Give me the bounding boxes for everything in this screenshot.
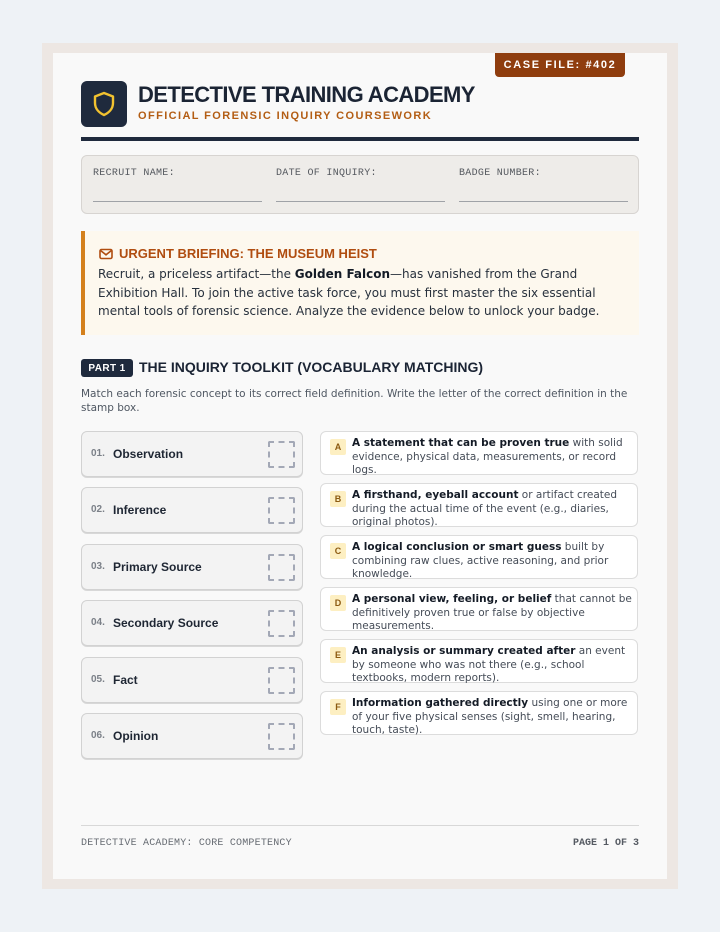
term-name: Primary Source bbox=[113, 560, 202, 574]
date-of-inquiry-line[interactable] bbox=[276, 201, 445, 202]
definition-key-phrase: A logical conclusion or smart guess bbox=[352, 541, 562, 553]
badge-number-field[interactable] bbox=[459, 156, 628, 213]
definition-text bbox=[352, 541, 634, 582]
envelope-icon bbox=[99, 248, 113, 260]
term-name: Opinion bbox=[113, 729, 159, 743]
definition-letter: F bbox=[330, 699, 346, 715]
answer-stamp-box[interactable] bbox=[268, 441, 295, 468]
date-of-inquiry-field[interactable] bbox=[276, 156, 445, 213]
briefing-text bbox=[98, 265, 628, 321]
term-card bbox=[81, 600, 303, 646]
definition-letter: D bbox=[330, 595, 346, 611]
term-card bbox=[81, 713, 303, 759]
briefing-highlight: Golden Falcon bbox=[294, 267, 391, 281]
definition-detail: built by combining raw clues, active reasoning, and prior knowledge. bbox=[352, 541, 609, 580]
definition-letter: E bbox=[330, 647, 346, 663]
term-card bbox=[81, 487, 303, 533]
definition-detail: using one or more of your five physical senses (sight, smell, hearing, touch, taste). bbox=[352, 697, 628, 736]
term-card bbox=[81, 544, 303, 590]
briefing-text-part-2: —has vanished from the Grand Exhibition Hall. To join the active task force, you must first master the six essential mental tools of forensic science. Analyze the evidence below to unlock your badge. bbox=[98, 267, 600, 318]
definition-card bbox=[320, 639, 638, 683]
definition-text bbox=[352, 697, 634, 738]
definition-detail: with solid evidence, physical data, measurements, or record logs. bbox=[352, 437, 623, 476]
definition-text bbox=[352, 437, 634, 478]
answer-stamp-box[interactable] bbox=[268, 667, 295, 694]
definition-key-phrase: Information gathered directly bbox=[352, 697, 529, 709]
term-number: 05. bbox=[91, 674, 105, 685]
definition-detail: that cannot be definitively proven true or false by objective measurements. bbox=[352, 593, 632, 632]
academy-logo bbox=[81, 81, 127, 127]
footer-divider bbox=[81, 825, 639, 826]
definition-detail: or artifact created during the actual time of the event (e.g., diaries, original photos). bbox=[352, 489, 618, 528]
recruit-name-line[interactable] bbox=[93, 201, 262, 202]
footer-caption: DETECTIVE ACADEMY: CORE COMPETENCY bbox=[81, 838, 292, 849]
badge-number-line[interactable] bbox=[459, 201, 628, 202]
term-name: Observation bbox=[113, 447, 184, 461]
answer-stamp-box[interactable] bbox=[268, 497, 295, 524]
definition-letter: B bbox=[330, 491, 346, 507]
part-badge: PART 1 bbox=[81, 359, 133, 377]
recruit-info-panel bbox=[81, 155, 639, 214]
badge-number-label: BADGE NUMBER: bbox=[459, 168, 541, 179]
definition-key-phrase: A statement that can be proven true bbox=[352, 437, 570, 449]
section-title: THE INQUIRY TOOLKIT (VOCABULARY MATCHING) bbox=[139, 359, 484, 375]
term-number: 06. bbox=[91, 730, 105, 741]
page-title: DETECTIVE TRAINING ACADEMY bbox=[138, 82, 475, 107]
definition-card bbox=[320, 483, 638, 527]
case-file-tab: CASE FILE: #402 bbox=[495, 53, 625, 77]
definition-key-phrase: A personal view, feeling, or belief bbox=[352, 593, 552, 605]
definition-card bbox=[320, 535, 638, 579]
definition-text bbox=[352, 645, 634, 686]
page-subtitle: OFFICIAL FORENSIC INQUIRY COURSEWORK bbox=[138, 110, 433, 122]
page-number: PAGE 1 OF 3 bbox=[572, 838, 639, 849]
definition-key-phrase: An analysis or summary created after bbox=[352, 645, 576, 657]
definition-key-phrase: A firsthand, eyeball account bbox=[352, 489, 519, 501]
definition-card bbox=[320, 587, 638, 631]
section-instructions: Match each forensic concept to its correct field definition. Write the letter of the correct definition in the stamp box. bbox=[81, 388, 628, 414]
term-number: 03. bbox=[91, 561, 105, 572]
definition-text bbox=[352, 593, 634, 634]
briefing-title: URGENT BRIEFING: THE MUSEUM HEIST bbox=[119, 246, 377, 261]
definition-text bbox=[352, 489, 634, 530]
definition-letter: A bbox=[330, 439, 346, 455]
definition-letter: C bbox=[330, 543, 346, 559]
definition-card bbox=[320, 431, 638, 475]
urgent-briefing bbox=[81, 231, 639, 335]
term-card bbox=[81, 657, 303, 703]
date-of-inquiry-label: DATE OF INQUIRY: bbox=[276, 168, 377, 179]
recruit-name-label: RECRUIT NAME: bbox=[93, 168, 175, 179]
term-name: Secondary Source bbox=[113, 616, 219, 630]
answer-stamp-box[interactable] bbox=[268, 554, 295, 581]
term-number: 01. bbox=[91, 448, 105, 459]
term-number: 02. bbox=[91, 504, 105, 515]
definition-card bbox=[320, 691, 638, 735]
briefing-heading bbox=[99, 246, 377, 261]
shield-icon bbox=[92, 91, 116, 117]
header-divider bbox=[81, 137, 639, 141]
definition-detail: an event by someone who was not there (e.g., school textbooks, modern reports). bbox=[352, 645, 626, 684]
term-card bbox=[81, 431, 303, 477]
term-number: 04. bbox=[91, 617, 105, 628]
answer-stamp-box[interactable] bbox=[268, 723, 295, 750]
term-name: Inference bbox=[113, 503, 167, 517]
answer-stamp-box[interactable] bbox=[268, 610, 295, 637]
term-name: Fact bbox=[113, 673, 138, 687]
briefing-text-part-1: Recruit, a priceless artifact—the bbox=[98, 267, 295, 281]
recruit-name-field[interactable] bbox=[93, 156, 262, 213]
